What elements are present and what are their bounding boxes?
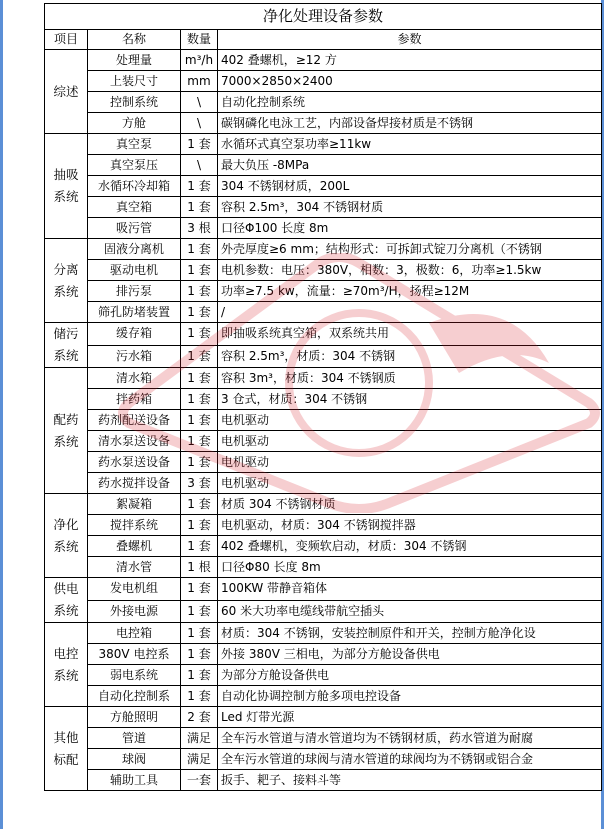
- item-parameter: 容积 2.5m³，304 不锈钢材质: [218, 197, 602, 218]
- item-name: 污水箱: [88, 345, 181, 368]
- item-parameter: 304 不锈钢材质，200L: [218, 176, 602, 197]
- header-row: [45, 30, 602, 50]
- table-row: [45, 770, 602, 791]
- item-quantity: 一套: [181, 770, 218, 791]
- item-parameter: 402 叠螺机，变频软启动，材质：304 不锈钢: [218, 536, 602, 557]
- item-quantity: \: [181, 92, 218, 113]
- table-row: [45, 134, 602, 155]
- item-parameter: 电机驱动: [218, 410, 602, 431]
- item-quantity: 1 套: [181, 431, 218, 452]
- item-parameter: 自动化协调控制方舱多项电控设备: [218, 686, 602, 707]
- item-quantity: 1 套: [181, 389, 218, 410]
- item-parameter: 为部分方舱设备供电: [218, 665, 602, 686]
- table-row: [45, 389, 602, 410]
- item-name: 管道: [88, 728, 181, 749]
- parameter-sheet: [44, 3, 601, 791]
- item-parameter: 口径Φ100 长度 8m: [218, 218, 602, 239]
- table-row: [45, 749, 602, 770]
- table-row: [45, 728, 602, 749]
- item-name: 真空箱: [88, 197, 181, 218]
- table-row: [45, 368, 602, 389]
- item-parameter: 容积 3m³，材质：304 不锈钢质: [218, 368, 602, 389]
- item-parameter: 外壳厚度≥6 mm；结构形式：可拆卸式锭刀分离机（不锈钢: [218, 239, 602, 260]
- item-parameter: 即抽吸系统真空箱，双系统共用: [218, 323, 602, 346]
- item-parameter: 电机驱动，材质：304 不锈钢搅拌器: [218, 515, 602, 536]
- table-row: [45, 302, 602, 323]
- item-name: 真空泵: [88, 134, 181, 155]
- item-quantity: 1 套: [181, 176, 218, 197]
- item-name: 叠螺机: [88, 536, 181, 557]
- item-parameter: 口径Φ80 长度 8m: [218, 557, 602, 578]
- table-row: [45, 623, 602, 644]
- group-label: 储污 系统: [45, 323, 88, 368]
- item-quantity: 3 套: [181, 473, 218, 494]
- item-quantity: \: [181, 113, 218, 134]
- item-name: 发电机组: [88, 578, 181, 601]
- item-parameter: 全车污水管道与清水管道均为不锈钢材质，药水管道为耐腐: [218, 728, 602, 749]
- table-row: [45, 431, 602, 452]
- item-name: 方舱照明: [88, 707, 181, 728]
- table-row: [45, 239, 602, 260]
- item-parameter: Led 灯带光源: [218, 707, 602, 728]
- item-parameter: 最大负压 -8MPa: [218, 155, 602, 176]
- item-name: 清水泵送设备: [88, 431, 181, 452]
- item-quantity: 1 套: [181, 686, 218, 707]
- item-name: 380V 电控系: [88, 644, 181, 665]
- group-label: 配药 系统: [45, 368, 88, 494]
- item-name: 搅拌系统: [88, 515, 181, 536]
- item-quantity: 1 套: [181, 197, 218, 218]
- header-parameters: 参数: [218, 30, 602, 50]
- item-quantity: 1 套: [181, 302, 218, 323]
- table-row: [45, 155, 602, 176]
- group-label: 供电 系统: [45, 578, 88, 623]
- item-parameter: 402 叠螺机，≥12 方: [218, 50, 602, 71]
- item-parameter: 电机驱动: [218, 473, 602, 494]
- item-name: 絮凝箱: [88, 494, 181, 515]
- item-quantity: 1 套: [181, 536, 218, 557]
- header-project: 项目: [45, 30, 88, 50]
- table-row: [45, 473, 602, 494]
- item-name: 排污泵: [88, 281, 181, 302]
- item-name: 清水箱: [88, 368, 181, 389]
- table-row: [45, 494, 602, 515]
- item-quantity: 1 套: [181, 494, 218, 515]
- item-quantity: 1 套: [181, 644, 218, 665]
- item-quantity: 2 套: [181, 707, 218, 728]
- item-name: 缓存箱: [88, 323, 181, 346]
- table-row: [45, 281, 602, 302]
- item-name: 拌药箱: [88, 389, 181, 410]
- item-parameter: 自动化控制系统: [218, 92, 602, 113]
- item-quantity: 1 套: [181, 623, 218, 644]
- table-row: [45, 345, 602, 368]
- table-row: [45, 92, 602, 113]
- item-quantity: \: [181, 155, 218, 176]
- item-name: 固液分离机: [88, 239, 181, 260]
- item-name: 清水管: [88, 557, 181, 578]
- item-quantity: m³/h: [181, 50, 218, 71]
- parameter-table: [44, 3, 602, 791]
- item-parameter: 材质：304 不锈钢，安装控制原件和开关，控制方舱净化设: [218, 623, 602, 644]
- item-name: 自动化控制系: [88, 686, 181, 707]
- table-row: [45, 686, 602, 707]
- item-name: 筛孔防堵装置: [88, 302, 181, 323]
- item-name: 药水泵送设备: [88, 452, 181, 473]
- item-quantity: 满足: [181, 749, 218, 770]
- item-parameter: 全车污水管道的球阀与清水管道的球阀均为不锈钢或铝合金: [218, 749, 602, 770]
- item-parameter: 电机参数：电压：380V，相数：3，极数：6，功率≥1.5kw: [218, 260, 602, 281]
- item-quantity: 1 套: [181, 600, 218, 623]
- group-label: 分离 系统: [45, 239, 88, 323]
- item-name: 驱动电机: [88, 260, 181, 281]
- item-name: 上装尺寸: [88, 71, 181, 92]
- table-row: [45, 600, 602, 623]
- item-quantity: 1 套: [181, 578, 218, 601]
- item-parameter: 100KW 带静音箱体: [218, 578, 602, 601]
- item-quantity: 1 套: [181, 515, 218, 536]
- item-name: 药水搅拌设备: [88, 473, 181, 494]
- item-parameter: /: [218, 302, 602, 323]
- item-parameter: 功率≥7.5 kw，流量：≥70m³/H，扬程≥12M: [218, 281, 602, 302]
- group-label: 净化 系统: [45, 494, 88, 578]
- table-row: [45, 578, 602, 601]
- group-label: 电控 系统: [45, 623, 88, 707]
- item-name: 控制系统: [88, 92, 181, 113]
- item-quantity: 1 套: [181, 134, 218, 155]
- item-name: 处理量: [88, 50, 181, 71]
- table-row: [45, 536, 602, 557]
- table-row: [45, 197, 602, 218]
- table-title: 净化处理设备参数: [45, 4, 602, 30]
- item-quantity: 1 套: [181, 281, 218, 302]
- item-name: 真空泵压: [88, 155, 181, 176]
- table-row: [45, 218, 602, 239]
- table-row: [45, 50, 602, 71]
- table-row: [45, 113, 602, 134]
- item-quantity: 1 套: [181, 665, 218, 686]
- item-parameter: 材质 304 不锈钢材质: [218, 494, 602, 515]
- left-page-edge: [0, 0, 3, 829]
- table-row: [45, 557, 602, 578]
- table-row: [45, 644, 602, 665]
- item-parameter: 容积 2.5m³，材质：304 不锈钢: [218, 345, 602, 368]
- item-quantity: 1 套: [181, 345, 218, 368]
- header-name: 名称: [88, 30, 181, 50]
- table-row: [45, 515, 602, 536]
- table-row: [45, 71, 602, 92]
- item-parameter: 电机驱动: [218, 431, 602, 452]
- table-row: [45, 410, 602, 431]
- item-parameter: 3 仓式，材质：304 不锈钢: [218, 389, 602, 410]
- table-row: [45, 707, 602, 728]
- item-quantity: 满足: [181, 728, 218, 749]
- item-parameter: 外接 380V 三相电，为部分方舱设备供电: [218, 644, 602, 665]
- item-quantity: 1 套: [181, 410, 218, 431]
- table-row: [45, 452, 602, 473]
- item-quantity: 1 套: [181, 239, 218, 260]
- item-quantity: 1 根: [181, 557, 218, 578]
- item-parameter: 电机驱动: [218, 452, 602, 473]
- item-name: 外接电源: [88, 600, 181, 623]
- item-name: 水循环冷却箱: [88, 176, 181, 197]
- item-quantity: 1 套: [181, 452, 218, 473]
- item-parameter: 水循环式真空泵功率≥11kw: [218, 134, 602, 155]
- group-label: 综述: [45, 50, 88, 134]
- item-parameter: 扳手、耙子、接料斗等: [218, 770, 602, 791]
- item-name: 方舱: [88, 113, 181, 134]
- item-quantity: 1 套: [181, 323, 218, 346]
- item-parameter: 7000×2850×2400: [218, 71, 602, 92]
- item-quantity: 1 套: [181, 260, 218, 281]
- group-label: 其他 标配: [45, 707, 88, 791]
- item-parameter: 60 米大功率电缆线带航空插头: [218, 600, 602, 623]
- item-name: 电控箱: [88, 623, 181, 644]
- table-row: [45, 260, 602, 281]
- item-quantity: mm: [181, 71, 218, 92]
- item-parameter: 碳钢磷化电泳工艺，内部设备焊接材质是不锈钢: [218, 113, 602, 134]
- group-label: 抽吸 系统: [45, 134, 88, 239]
- header-quantity: 数量: [181, 30, 218, 50]
- item-quantity: 3 根: [181, 218, 218, 239]
- table-row: [45, 323, 602, 346]
- item-name: 弱电系统: [88, 665, 181, 686]
- table-row: [45, 665, 602, 686]
- table-row: [45, 176, 602, 197]
- item-name: 辅助工具: [88, 770, 181, 791]
- item-quantity: 1 套: [181, 368, 218, 389]
- item-name: 球阀: [88, 749, 181, 770]
- item-name: 吸污管: [88, 218, 181, 239]
- item-name: 药剂配送设备: [88, 410, 181, 431]
